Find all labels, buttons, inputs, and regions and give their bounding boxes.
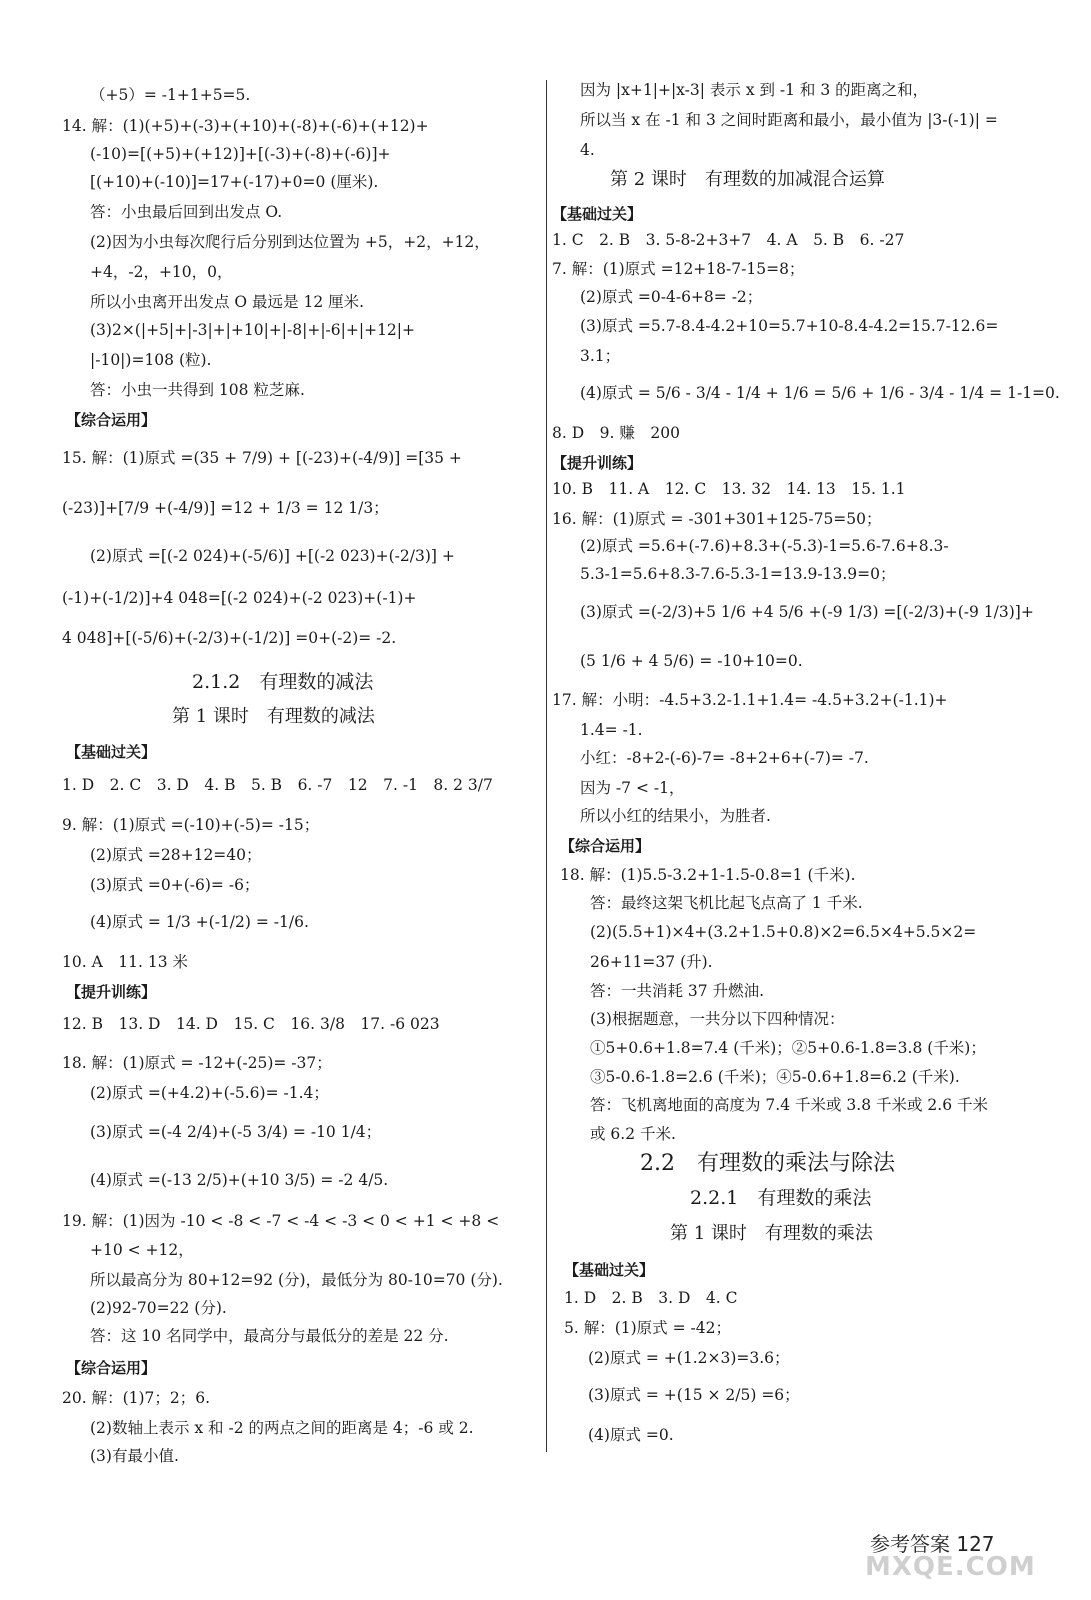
text-line: 9. 解：(1)原式 =(-10)+(-5)= -15；: [62, 816, 320, 834]
section-label: 【综合运用】: [66, 1359, 157, 1377]
text-line: 所以当 x 在 -1 和 3 之间时距离和最小，最小值为 |3-(-1)| =: [580, 111, 998, 129]
section-label: 【提升训练】: [66, 983, 157, 1001]
text-line: 1. D 2. B 3. D 4. C: [564, 1289, 738, 1307]
text-line: 所以最高分为 80+12=92 (分)，最低分为 80-10=70 (分).: [90, 1271, 503, 1289]
text-line: 10. A 11. 13 米: [62, 953, 188, 971]
column-divider: [546, 80, 547, 1452]
text-line: (2)原式 =0-4-6+8= -2；: [580, 288, 763, 306]
page-number: 127: [956, 1532, 995, 1556]
text-line: 答：一共消耗 37 升燃油.: [590, 982, 765, 1000]
text-line: (3)原式 =(-2/3)+5 1/6 +4 5/6 +(-9 1/3) =[(-2/3)+(-9 1/3)]+: [580, 603, 1034, 621]
text-line: (2)(5.5+1)×4+(3.2+1.5+0.8)×2=6.5×4+5.5×2=: [590, 923, 977, 941]
text-line: (-10)=[(+5)+(+12)]+[(-3)+(-8)+(-6)]+: [90, 145, 391, 163]
text-line: 因为 |x+1|+|x-3| 表示 x 到 -1 和 3 的距离之和，: [580, 81, 929, 99]
text-line: (2)原式 =5.6+(-7.6)+8.3+(-5.3)-1=5.6-7.6+8.3-: [580, 537, 949, 555]
text-line: (3)2×(|+5|+|-3|+|+10|+|-8|+|-6|+|+12|+: [90, 321, 416, 339]
text-line: (3)原式 =5.7-8.4-4.2+10=5.7+10-8.4-4.2=15.7-12.6=: [580, 317, 999, 335]
watermark: MXQE.COM: [865, 1552, 1036, 1582]
text-line: (2)原式 =28+12=40；: [90, 846, 262, 864]
text-line: 19. 解：(1)因为 -10 < -8 < -7 < -4 < -3 < 0 < +1 < +8 <: [62, 1212, 500, 1230]
text-line: (5 1/6 + 4 5/6) = -10+10=0.: [580, 652, 803, 670]
text-line: (4)原式 = 5/6 - 3/4 - 1/4 + 1/6 = 5/6 + 1/6 - 3/4 - 1/4 = 1-1=0.: [580, 384, 1060, 402]
text-line: 因为 -7 < -1，: [580, 779, 685, 797]
text-line: (4)原式 = 1/3 +(-1/2) = -1/6.: [90, 913, 309, 931]
text-line: (-23)]+[7/9 +(-4/9)] =12 + 1/3 = 12 1/3；: [62, 499, 389, 517]
text-line: (2)92-70=22 (分).: [90, 1299, 227, 1317]
text-line: 12. B 13. D 14. D 15. C 16. 3/8 17. -6 023: [62, 1015, 440, 1033]
text-line: 8. D 9. 赚 200: [552, 424, 680, 442]
text-line: 15. 解：(1)原式 =(35 + 7/9) + [(-23)+(-4/9)] =[35 +: [62, 449, 462, 467]
text-line: （+5）= -1+1+5=5.: [90, 86, 251, 104]
text-line: 答：这 10 名同学中，最高分与最低分的差是 22 分.: [90, 1327, 449, 1345]
text-line: (3)原式 =(-4 2/4)+(-5 3/4) = -10 1/4；: [90, 1123, 382, 1141]
text-line: 7. 解：(1)原式 =12+18-7-15=8；: [552, 260, 805, 278]
text-line: 1. D 2. C 3. D 4. B 5. B 6. -7 12 7. -1 8. 2 3/7: [62, 776, 493, 794]
text-line: (2)原式 =[(-2 024)+(-5/6)] +[(-2 023)+(-2/3)] +: [90, 547, 455, 565]
text-line: 或 6.2 千米.: [590, 1125, 676, 1143]
text-line: 4.: [580, 141, 595, 159]
text-line: 14. 解：(1)(+5)+(-3)+(+10)+(-8)+(-6)+(+12)+: [62, 117, 429, 135]
text-line: 4 048]+[(-5/6)+(-2/3)+(-1/2)] =0+(-2)= -2.: [62, 629, 397, 647]
text-line: 小红：-8+2-(-6)-7= -8+2+6+(-7)= -7.: [580, 749, 869, 767]
text-line: ③5-0.6-1.8=2.6 (千米)；④5-0.6+1.8=6.2 (千米).: [590, 1068, 960, 1086]
text-line: 10. B 11. A 12. C 13. 32 14. 13 15. 1.1: [552, 480, 906, 498]
section-heading: 2.2 有理数的乘法与除法: [640, 1151, 895, 1176]
subsection-heading: 2.1.2 有理数的减法: [192, 671, 374, 693]
text-line: (2)数轴上表示 x 和 -2 的两点之间的距离是 4；-6 或 2.: [90, 1419, 474, 1437]
text-line: (3)原式 =0+(-6)= -6；: [90, 876, 260, 894]
text-line: 答：最终这架飞机比起飞点高了 1 千米.: [590, 894, 863, 912]
text-line: 17. 解：小明：-4.5+3.2-1.1+1.4= -4.5+3.2+(-1.1)+: [552, 691, 948, 709]
text-line: 所以小虫离开出发点 O 最远是 12 厘米.: [90, 293, 365, 311]
text-line: 1.4= -1.: [580, 721, 643, 739]
text-line: 答：小虫一共得到 108 粒芝麻.: [90, 381, 305, 399]
text-line: (-1)+(-1/2)]+4 048=[(-2 024)+(-2 023)+(-1)+: [62, 589, 417, 607]
text-line: 3.1；: [580, 347, 621, 365]
text-line: (4)原式 =(-13 2/5)+(+10 3/5) = -2 4/5.: [90, 1171, 389, 1189]
subsection-heading: 2.2.1 有理数的乘法: [690, 1187, 872, 1209]
section-label: 【基础过关】: [66, 743, 157, 761]
text-line: 答：小虫最后回到出发点 O.: [90, 203, 283, 221]
text-line: ①5+0.6+1.8=7.4 (千米)；②5+0.6-1.8=3.8 (千米)；: [590, 1039, 986, 1057]
lesson-heading: 第 1 课时 有理数的乘法: [670, 1223, 873, 1244]
text-line: +10 < +12，: [90, 1241, 194, 1259]
text-line: 18. 解：(1)原式 = -12+(-25)= -37；: [62, 1054, 332, 1072]
text-line: (2)原式 = +(1.2×3)=3.6；: [588, 1349, 790, 1367]
text-line: (2)原式 =(+4.2)+(-5.6)= -1.4；: [90, 1084, 329, 1102]
text-line: (4)原式 =0.: [588, 1426, 674, 1444]
section-label: 【基础过关】: [552, 205, 643, 223]
text-line: 所以小红的结果小，为胜者.: [580, 807, 771, 825]
section-label: 【综合运用】: [66, 411, 157, 429]
text-line: 5.3-1=5.6+8.3-7.6-5.3-1=13.9-13.9=0；: [580, 565, 896, 583]
text-line: +4，-2，+10，0，: [90, 263, 233, 281]
section-label: 【综合运用】: [560, 837, 651, 855]
text-line: |-10|)=108 (粒).: [90, 351, 212, 369]
text-line: 5. 解：(1)原式 = -42；: [564, 1319, 731, 1337]
text-line: 答：飞机离地面的高度为 7.4 千米或 3.8 千米或 2.6 千米: [590, 1096, 989, 1114]
text-line: (3)根据题意，一共分以下四种情况：: [590, 1010, 845, 1028]
text-line: 16. 解：(1)原式 = -301+301+125-75=50；: [552, 510, 882, 528]
lesson-heading: 第 2 课时 有理数的加减混合运算: [610, 169, 885, 190]
text-line: 20. 解：(1)7；2；6.: [62, 1389, 211, 1407]
lesson-heading: 第 1 课时 有理数的减法: [172, 706, 375, 727]
text-line: (3)原式 = +(15 × 2/5) =6；: [588, 1386, 800, 1404]
text-line: (3)有最小值.: [90, 1447, 179, 1465]
text-line: [(+10)+(-10)]=17+(-17)+0=0 (厘米).: [90, 173, 379, 191]
text-line: 26+11=37 (升).: [590, 953, 713, 971]
text-line: (2)因为小虫每次爬行后分别到达位置为 +5，+2，+12，: [90, 233, 490, 251]
section-label: 【基础过关】: [564, 1261, 655, 1279]
text-line: 18. 解：(1)5.5-3.2+1-1.5-0.8=1 (千米).: [560, 866, 856, 884]
footer-label: 参考答案: [870, 1532, 950, 1556]
text-line: 1. C 2. B 3. 5-8-2+3+7 4. A 5. B 6. -27: [552, 231, 905, 249]
section-label: 【提升训练】: [552, 454, 643, 472]
